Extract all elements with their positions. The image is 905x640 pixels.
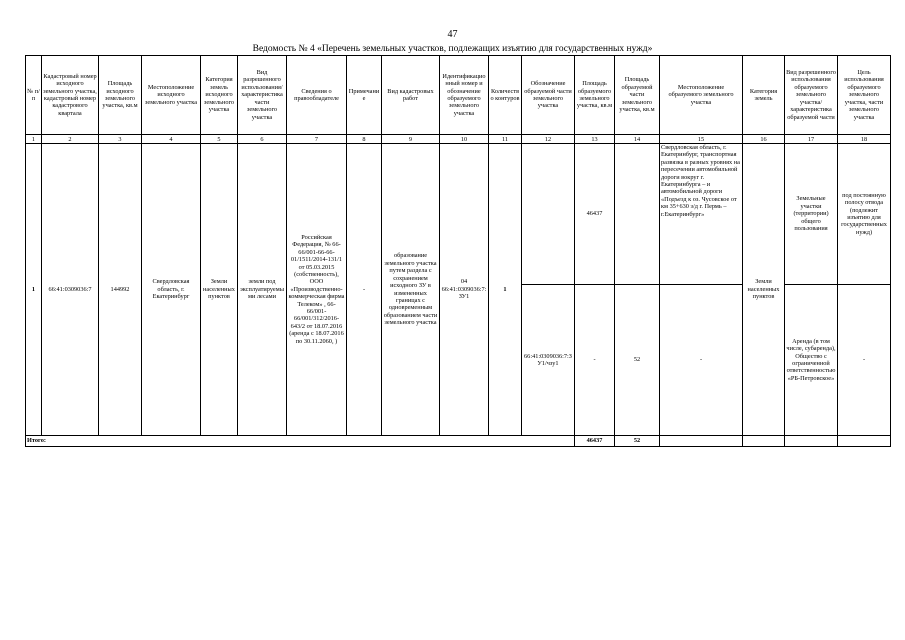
column-number: 11 xyxy=(489,135,522,144)
total-empty xyxy=(660,436,743,447)
column-number: 17 xyxy=(785,135,838,144)
plot-identifier: 04 66:41:0309036:7:ЗУ1 xyxy=(440,144,489,436)
column-number: 9 xyxy=(382,135,440,144)
column-number: 4 xyxy=(142,135,201,144)
header-cell: Площадь исходного земельного участка, кв.м xyxy=(99,56,142,135)
source-area: 144992 xyxy=(99,144,142,436)
document-title: Ведомость № 4 «Перечень земельных участков, подлежащих изъятию для государственных нужд» xyxy=(252,44,653,54)
total-part-area: 52 xyxy=(615,436,660,447)
part-area: 52 xyxy=(615,285,660,436)
header-cell: Количество контуров xyxy=(489,56,522,135)
new-plot-purpose: под постоянную полосу отвода (подлежит изъятию для государственных нужд) xyxy=(838,144,891,285)
column-number: 13 xyxy=(575,135,615,144)
total-empty xyxy=(838,436,891,447)
part-location: - xyxy=(660,285,743,436)
column-number: 10 xyxy=(440,135,489,144)
column-number: 16 xyxy=(743,135,785,144)
part-area-empty xyxy=(615,144,660,285)
header-cell: Обозначение образуемой части земельного участка xyxy=(522,56,575,135)
new-plot-area: 46437 xyxy=(575,144,615,285)
column-number: 12 xyxy=(522,135,575,144)
header-cell: Площадь образуемого земельного участка, кв.м xyxy=(575,56,615,135)
header-cell: Площадь образуемой части земельного участка, кв.м xyxy=(615,56,660,135)
owner-info: Российская Федерация, № 66-66/001-66-66-01/1511/2014-131/1 от 05.03.2015 (собственность), ООО «Производственно-коммерческая фирма Телеком» , 66-66/001-66/001/312/2016-643/2 от 18.07.2016 (аренда с 18.07.2016 по 30.11.2060, ) xyxy=(287,144,347,436)
column-number: 1 xyxy=(26,135,42,144)
header-row xyxy=(26,56,891,135)
source-permitted-use: земли под эксплуатируемыми лесами xyxy=(238,144,287,436)
part-plot-area: - xyxy=(575,285,615,436)
header-cell: Вид разрешенного использования/характеристика части земельного участка xyxy=(238,56,287,135)
source-location: Свердловская область, г. Екатеринбург xyxy=(142,144,201,436)
source-category: Земли населенных пунктов xyxy=(201,144,238,436)
total-label: Итого: xyxy=(26,436,575,447)
cadastral-number: 66:41:0309036:7 xyxy=(42,144,99,436)
new-plot-permitted-use: Земельные участки (территории) общего пользования xyxy=(785,144,838,285)
header-cell: Категория земель исходного земельного участка xyxy=(201,56,238,135)
header-cell: Примечание xyxy=(347,56,382,135)
contour-count: 1 xyxy=(489,144,522,436)
header-cell: Вид разрешенного использования образуемого земельного участка/характеристика образуемой части xyxy=(785,56,838,135)
header-cell: Категория земель xyxy=(743,56,785,135)
header-cell: Цель использования образуемого земельного участка, части земельного участка xyxy=(838,56,891,135)
column-number: 6 xyxy=(238,135,287,144)
header-cell: Идентификационный номер и обозначение образуемого земельного участка xyxy=(440,56,489,135)
header-cell: № п/п xyxy=(26,56,42,135)
column-number: 14 xyxy=(615,135,660,144)
part-code: 66:41:0309036:7:ЗУ1/чзу1 xyxy=(522,285,575,436)
part-code-empty xyxy=(522,144,575,285)
page-number: 47 xyxy=(447,29,458,40)
land-plots-table xyxy=(25,55,891,447)
header-cell: Вид кадастровых работ xyxy=(382,56,440,135)
header-cell: Сведения о правообладателе xyxy=(287,56,347,135)
cadastral-work-type: образование земельного участка путем раздела с сохранением исходного ЗУ в измененных границах с одновременным образованием части земельного участка xyxy=(382,144,440,436)
column-number-row xyxy=(26,135,891,144)
new-plot-category: Земли населенных пунктов xyxy=(743,144,785,436)
total-row xyxy=(26,436,891,447)
column-number: 2 xyxy=(42,135,99,144)
column-number: 8 xyxy=(347,135,382,144)
part-purpose: - xyxy=(838,285,891,436)
header-cell: Местоположение исходного земельного участка xyxy=(142,56,201,135)
note: - xyxy=(347,144,382,436)
total-area: 46437 xyxy=(575,436,615,447)
total-empty xyxy=(785,436,838,447)
column-number: 7 xyxy=(287,135,347,144)
total-empty xyxy=(743,436,785,447)
column-number: 15 xyxy=(660,135,743,144)
row-number: 1 xyxy=(26,144,42,436)
header-cell: Местоположение образуемого земельного участка xyxy=(660,56,743,135)
part-characteristic: Аренда (в том числе, субаренда), Общество с ограниченной ответственностью «РБ-Петровское» xyxy=(785,285,838,436)
table-row xyxy=(26,144,891,285)
new-plot-location: Свердловская область, г. Екатеринбург, транспортная развязка в разных уровнях на пересечении автомобильной дороги вокруг г. Екатеринбурга – и автомобильной дороги «Подъезд к оз. Чусовское от км 35+630 з/д г. Пермь – г.Екатеринбург» xyxy=(660,144,743,285)
column-number: 5 xyxy=(201,135,238,144)
header-cell: Кадастровый номер исходного земельного участка, кадастровый номер кадастрового квартала xyxy=(42,56,99,135)
column-number: 18 xyxy=(838,135,891,144)
column-number: 3 xyxy=(99,135,142,144)
